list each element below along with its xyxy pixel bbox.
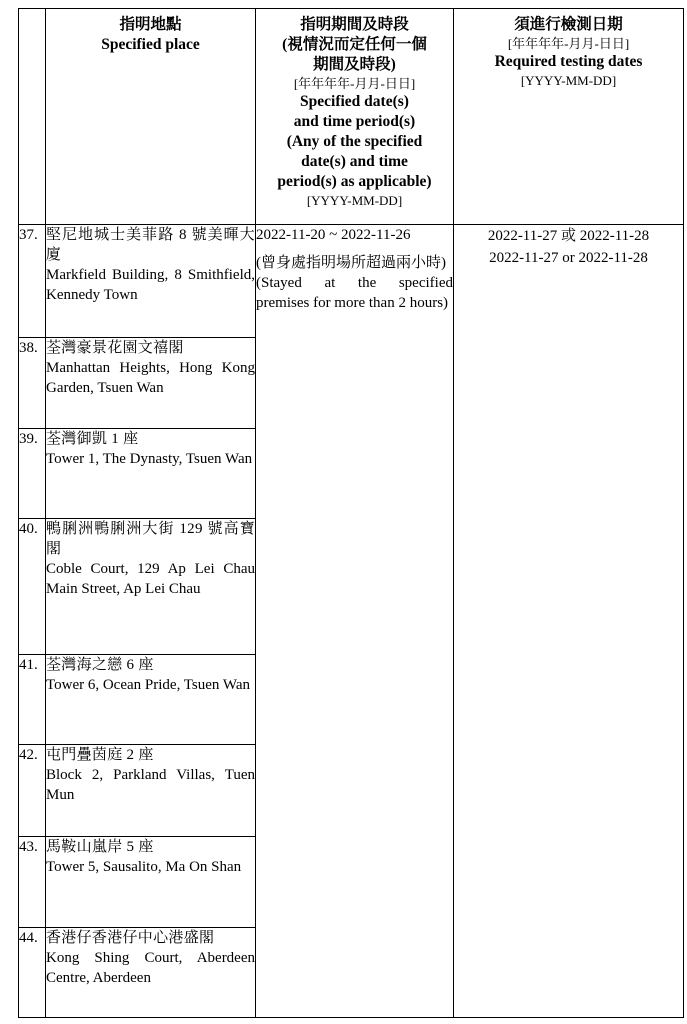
header-place-zh: 指明地點 bbox=[119, 16, 182, 33]
row-number: 40. bbox=[19, 519, 46, 655]
place-cell bbox=[46, 338, 256, 429]
specified-places-table bbox=[18, 8, 684, 1018]
place-name-en: Block 2, Parkland Villas, Tuen Mun bbox=[46, 767, 255, 803]
place-name-zh: 荃灣御凱 1 座 bbox=[46, 431, 139, 447]
header-period-en-2: and time period(s) bbox=[293, 113, 416, 130]
header-period-en-5: period(s) as applicable) bbox=[277, 173, 432, 190]
testing-dates-zh: 2022-11-27 或 2022-11-28 bbox=[487, 228, 650, 244]
header-period-zh-3: 期間及時段) bbox=[313, 56, 396, 73]
header-test-zh: 須進行檢測日期 bbox=[514, 16, 623, 33]
row-number: 39. bbox=[19, 429, 46, 519]
header-period-zh-1: 指明期間及時段 bbox=[300, 16, 409, 33]
period-note-zh: (曾身處指明場所超過兩小時) bbox=[256, 255, 446, 271]
place-cell bbox=[46, 429, 256, 519]
header-period-cell bbox=[256, 9, 454, 225]
header-test-cell bbox=[454, 9, 684, 225]
place-name-zh: 香港仔香港仔中心港盛閣 bbox=[46, 930, 215, 946]
header-num-cell bbox=[19, 9, 46, 225]
header-period-zh-2: (視情況而定任何一個 bbox=[282, 36, 427, 53]
place-name-zh: 荃灣豪景花園文禧閣 bbox=[46, 340, 184, 356]
place-cell bbox=[46, 745, 256, 837]
place-name-zh: 鴨脷洲鴨脷洲大街 129 號高寶閣 bbox=[46, 521, 255, 557]
row-number: 37. bbox=[19, 225, 46, 338]
table-header-row bbox=[19, 9, 684, 225]
place-name-en: Coble Court, 129 Ap Lei Chau Main Street, Ap Lei Chau bbox=[46, 561, 255, 597]
place-cell bbox=[46, 928, 256, 1018]
place-name-en: Tower 5, Sausalito, Ma On Shan bbox=[46, 859, 242, 875]
place-name-en: Tower 1, The Dynasty, Tsuen Wan bbox=[46, 451, 253, 467]
place-name-en: Kong Shing Court, Aberdeen Centre, Aberdeen bbox=[46, 950, 255, 986]
header-period-en-1: Specified date(s) bbox=[300, 93, 409, 110]
place-cell bbox=[46, 225, 256, 338]
testing-dates-en: 2022-11-27 or 2022-11-28 bbox=[489, 250, 648, 266]
header-period-format-zh: [年年年年-月月-日日] bbox=[293, 76, 416, 91]
place-name-en: Manhattan Heights, Hong Kong Garden, Tsuen Wan bbox=[46, 360, 255, 396]
place-cell bbox=[46, 837, 256, 928]
header-period-en-3: (Any of the specified bbox=[286, 133, 423, 150]
header-period-format-en: [YYYY-MM-DD] bbox=[306, 193, 403, 208]
header-test-format-en: [YYYY-MM-DD] bbox=[520, 73, 617, 88]
row-number: 38. bbox=[19, 338, 46, 429]
place-cell bbox=[46, 519, 256, 655]
testing-dates-cell bbox=[454, 225, 684, 1018]
table-row bbox=[19, 225, 684, 338]
place-name-zh: 堅尼地城士美菲路 8 號美暉大廈 bbox=[46, 227, 255, 263]
row-number: 41. bbox=[19, 655, 46, 745]
period-note-en: (Stayed at the specified premises for more than 2 hours) bbox=[256, 275, 453, 311]
place-name-zh: 屯門疊茵庭 2 座 bbox=[46, 747, 154, 763]
place-name-en: Tower 6, Ocean Pride, Tsuen Wan bbox=[46, 677, 251, 693]
header-place-en: Specified place bbox=[101, 36, 200, 53]
row-number: 44. bbox=[19, 928, 46, 1018]
header-test-en: Required testing dates bbox=[494, 53, 643, 70]
row-number: 42. bbox=[19, 745, 46, 837]
period-range: 2022-11-20 ~ 2022-11-26 bbox=[256, 227, 411, 243]
place-name-zh: 荃灣海之戀 6 座 bbox=[46, 657, 154, 673]
header-period-en-4: date(s) and time bbox=[301, 153, 408, 170]
header-place-cell bbox=[46, 9, 256, 225]
place-name-en: Markfield Building, 8 Smithfield, Kennedy Town bbox=[46, 267, 255, 303]
place-cell bbox=[46, 655, 256, 745]
row-number: 43. bbox=[19, 837, 46, 928]
place-name-zh: 馬鞍山嵐岸 5 座 bbox=[46, 839, 154, 855]
period-cell bbox=[256, 225, 454, 1018]
header-test-format-zh: [年年年年-月月-日日] bbox=[507, 36, 630, 51]
